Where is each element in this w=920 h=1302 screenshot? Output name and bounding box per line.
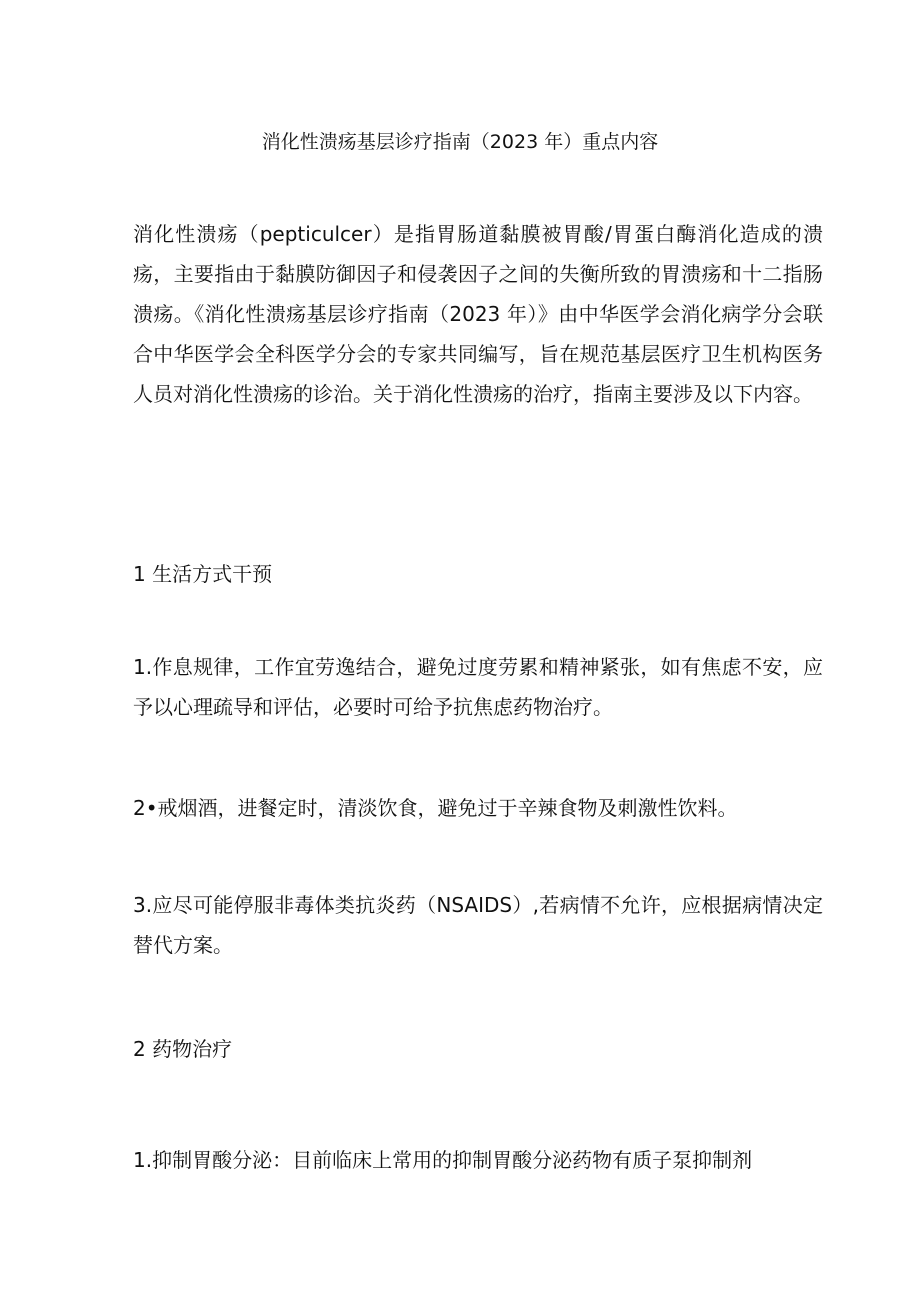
lifestyle-item-1: 1.作息规律，工作宜劳逸结合，避免过度劳累和精神紧张，如有焦虑不安，应予以心理疏导和评估，必要时可给予抗焦虑药物治疗。 bbox=[133, 655, 823, 719]
section-heading-lifestyle: 1 生活方式干预 bbox=[133, 562, 273, 586]
section-heading-drug-therapy: 2 药物治疗 bbox=[133, 1037, 233, 1061]
lifestyle-item-3: 3.应尽可能停服非毒体类抗炎药（NSAIDS）,若病情不允许，应根据病情决定替代方案。 bbox=[133, 893, 823, 957]
drug-item-1: 1.抑制胃酸分泌：目前临床上常用的抑制胃酸分泌药物有质子泵抑制剂 bbox=[133, 1148, 753, 1172]
intro-paragraph: 消化性溃疡（pepticulcer）是指胃肠道黏膜被胃酸/胃蛋白酶消化造成的溃疡，主要指由于黏膜防御因子和侵袭因子之间的失衡所致的胃溃疡和十二指肠溃疡。《消化性溃疡基层诊疗指南（2023 年）》由中华医学会消化病学分会联合中华医学会全科医学分会的专家共同编写，旨在规范基层医疗卫生机构医务人员对消化性溃疡的诊治。关于消化性溃疡的治疗，指南主要涉及以下内容。 bbox=[133, 222, 823, 406]
document-title: 消化性溃疡基层诊疗指南（2023 年）重点内容 bbox=[261, 131, 659, 153]
lifestyle-item-2: 2•戒烟酒，进餐定时，清淡饮食，避免过于辛辣食物及刺激性饮料。 bbox=[133, 796, 738, 820]
